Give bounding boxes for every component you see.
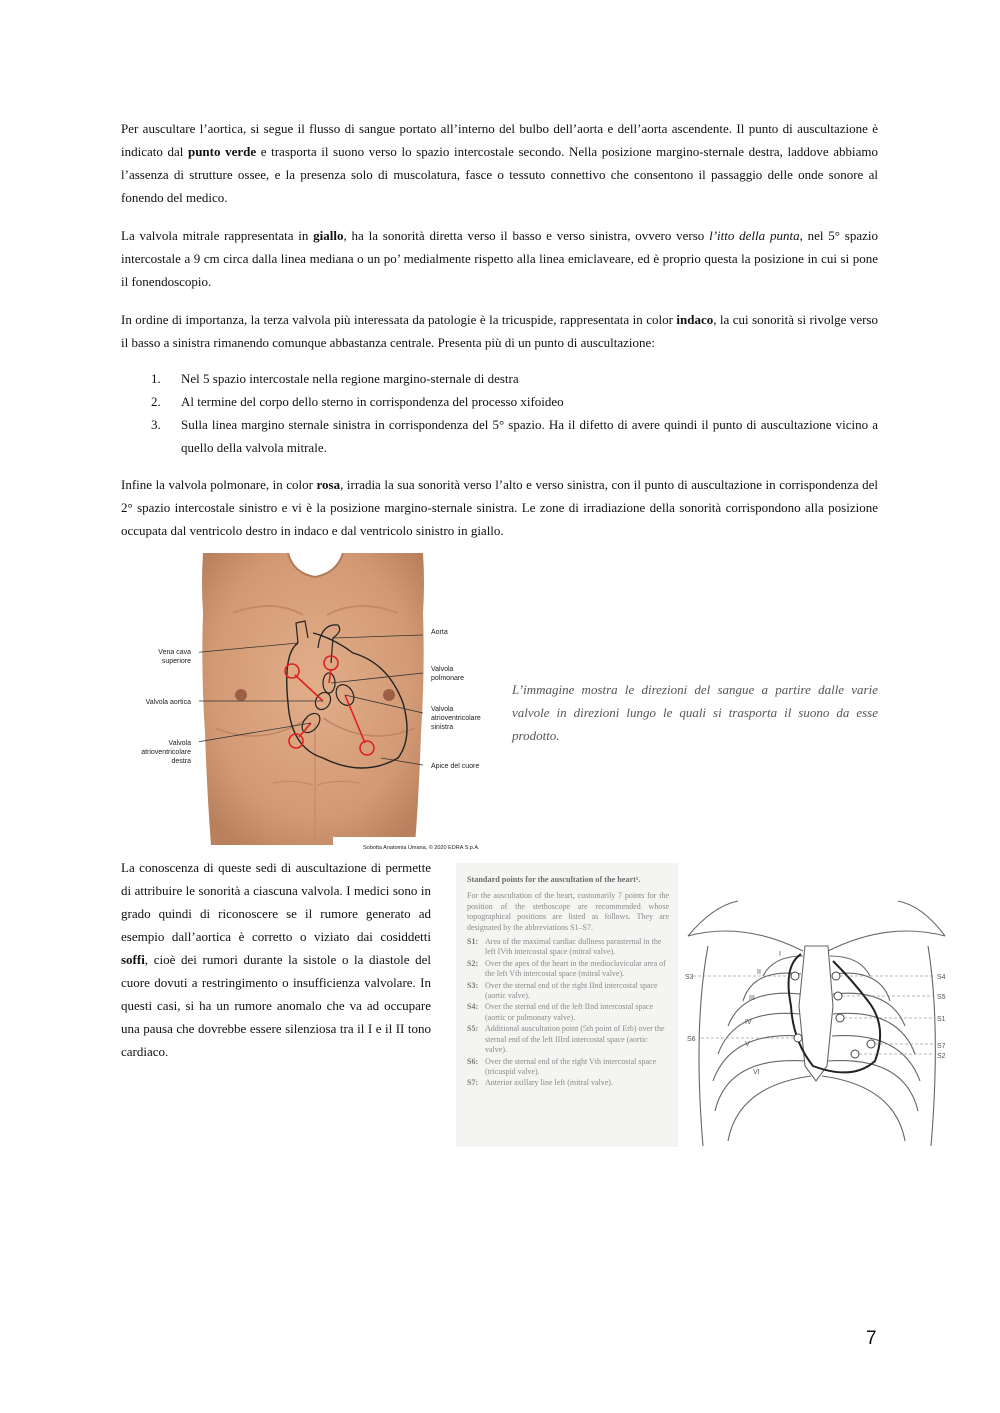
label-atrio-sinistra-3: sinistra xyxy=(431,724,454,731)
scan-point-label: S1: xyxy=(467,937,479,947)
scan-point-text: Additional auscultation point (5th point of Erb) over the sternal end of the left IIIrd intercostal space (aortic valve). xyxy=(485,1024,665,1055)
label-vena-cava-1: Vena cava xyxy=(158,649,191,656)
p4-bold: rosa xyxy=(316,477,341,492)
label-rib-v: V xyxy=(745,1041,750,1048)
paragraph-mitrale xyxy=(121,224,878,293)
label-apice: Apice del cuore xyxy=(431,763,480,770)
point-s4 xyxy=(832,972,840,980)
scan-point xyxy=(467,959,669,980)
p3-bold: indaco xyxy=(676,312,714,327)
point-s6 xyxy=(794,1034,802,1042)
p4-text-b: , irradia la sua sonorità verso l’alto e verso sinistra, con il punto di auscultazione in corrispondenza del 2° spazio intercostale sinistro e vi è la posizione margino-sternale sinistra. Le zone di irradiazione della sonorità corrispondono alla posizione occupata dal ventricolo destro in indaco e dal ventricolo sinistro in giallo. xyxy=(121,477,879,538)
p5-text-b: , cioè dei rumori durante la sistole o la diastole del cuore dovuti a restringimento o insufficienza valvolare. In questi casi, si ha un rumore anomalo che va ad occupare una pausa che dovrebbe essere silenziosa tra il I e il II tono cardiaco. xyxy=(121,952,431,1059)
rib-6-l xyxy=(828,1061,918,1111)
p2-text-a: La valvola mitrale rappresentata in xyxy=(121,228,314,243)
label-polmonare-2: polmonare xyxy=(431,675,465,682)
label-atrio-sinistra-1: Valvola xyxy=(431,706,454,713)
label-atrio-destra-1: Valvola xyxy=(168,740,191,747)
clavicle-left xyxy=(828,931,945,951)
label-s6: S6 xyxy=(687,1036,696,1043)
scan-point-text: Over the apex of the heart in the medioclavicular area of the left Vth intercostal space (mitral valve). xyxy=(485,958,666,979)
label-atrio-sinistra-2: atrioventricolare xyxy=(431,715,481,722)
label-s5: S5 xyxy=(937,994,946,1001)
paragraph-polmonare xyxy=(121,473,878,542)
p5-bold: soffi xyxy=(121,952,145,967)
label-polmonare-1: Valvola xyxy=(431,666,454,673)
point-s1 xyxy=(836,1014,844,1022)
figure-credit: Sobotta Anatomia Umana, © 2020 EDRA S.p.A. xyxy=(363,845,480,851)
point-s2 xyxy=(851,1050,859,1058)
point-s5 xyxy=(834,992,842,1000)
scan-intro: For the auscultation of the heart, customarily 7 points for the position of the stethoscope are recommended whose topographical positions are listed as follows. They are designated by the abbreviations S1–S7. xyxy=(467,891,669,932)
p3-text-a: In ordine di importanza, la terza valvola più interessata da patologie è la tricuspide, rappresentata in color xyxy=(121,312,677,327)
ribcage-diagram xyxy=(683,896,953,1148)
list-item-text: Al termine del corpo dello sterno in corrispondenza del processo xifoideo xyxy=(181,394,564,409)
p2-italic: l’itto della punta xyxy=(709,228,800,243)
label-s2: S2 xyxy=(937,1053,946,1060)
clavicle-right xyxy=(688,931,803,951)
p1-text-b: e trasporta il suono verso lo spazio intercostale secondo. Nella posizione margino-sternale destra, laddove abbiamo l’assenza di strutture ossee, e la presenza solo di muscolatura, fasce o tessuto connettivo che consentono il passaggio delle onde sonore al fonendo del medico. xyxy=(121,144,878,205)
paragraph-aortica xyxy=(121,117,878,209)
list-item-number: 1. xyxy=(151,371,161,386)
scan-point-text: Over the sternal end of the right Vth intercostal space (tricuspid valve). xyxy=(485,1056,657,1076)
rib-6-r xyxy=(715,1061,805,1111)
label-atrio-destra-3: destra xyxy=(171,758,191,765)
scan-heading: Standard points for the auscultation of the heart¹. xyxy=(467,875,641,884)
label-s7: S7 xyxy=(937,1043,946,1050)
scan-point-text: Area of the maximal cardiac dullness parasternal in the left IVth intercostal space (mitral valve). xyxy=(485,937,662,957)
scan-point xyxy=(467,1078,669,1088)
label-s4: S4 xyxy=(937,974,946,981)
label-vena-cava-2: superiore xyxy=(161,658,191,665)
label-rib-iv: IV xyxy=(745,1019,752,1026)
figure-caption: L’immagine mostra le direzioni del sangue a partire dalle varie valvole in direzioni lungo le quali si trasporta il suono da esse prodotto. xyxy=(512,682,878,743)
label-rib-vi: VI xyxy=(753,1069,760,1076)
page-number: 7 xyxy=(866,1328,877,1349)
list-item-number: 2. xyxy=(151,394,161,409)
list-item-number: 3. xyxy=(151,417,161,432)
scan-point xyxy=(467,1002,669,1023)
list-item xyxy=(121,390,878,413)
scan-point xyxy=(467,937,669,958)
scan-point-label: S4: xyxy=(467,1002,479,1012)
scan-point-label: S5: xyxy=(467,1024,479,1034)
label-s1: S1 xyxy=(937,1016,946,1023)
list-item xyxy=(121,413,878,459)
nipple-right xyxy=(235,689,247,701)
scan-point-label: S6: xyxy=(467,1056,479,1066)
auscultation-points-scan xyxy=(456,863,678,1147)
list-item-text: Sulla linea margino sternale sinistra in corrispondenza del 5° spazio. Ha il difetto di avere quindi il punto di auscultazione vicino a quello della valvola mitrale. xyxy=(181,417,878,455)
rib-7-l xyxy=(822,1076,905,1141)
p3-text-b: , la cui sonorità si rivolge verso il basso a sinistra rimanendo comunque abbastanza centrale. Presenta più di un punto di auscultazione: xyxy=(121,312,878,350)
scan-point xyxy=(467,1057,669,1078)
scan-point-text: Over the sternal end of the left IInd intercostal space (aortic or pulmonary valve). xyxy=(485,1002,654,1022)
label-rib-ii: II xyxy=(757,969,761,976)
scan-point-label: S2: xyxy=(467,958,479,968)
scan-point-text: Anterior axillary line left (mitral valve). xyxy=(485,1078,613,1088)
rib-4-l xyxy=(833,1013,915,1054)
label-atrio-destra-2: atrioventricolare xyxy=(141,749,191,756)
p2-text-b: , ha la sonorità diretta verso il basso e verso sinistra, ovvero verso xyxy=(343,228,710,243)
nipple-left xyxy=(383,689,395,701)
auscultation-points-list xyxy=(121,367,878,459)
label-s3: S3 xyxy=(685,974,694,981)
torso-heart-figure xyxy=(133,553,498,853)
scan-point-label: S3: xyxy=(467,980,479,990)
scan-point xyxy=(467,981,669,1002)
scan-point xyxy=(467,1024,669,1055)
label-valvola-aortica: Valvola aortica xyxy=(145,699,191,706)
rib-4-r xyxy=(718,1013,800,1054)
p5-text-a: La conoscenza di queste sedi di auscultazione di permette di attribuire le sonorità a ciascuna valvola. I medici sono in grado quindi di riconoscere se il rumore generato ad esempio dall’aortica è corretto o viziato dai cosiddetti xyxy=(121,860,431,944)
p2-bold: giallo xyxy=(313,228,344,243)
label-rib-i: I xyxy=(779,951,781,958)
list-item-text: Nel 5 spazio intercostale nella regione margino-sternale di destra xyxy=(181,371,519,386)
rib-7-r xyxy=(728,1076,811,1141)
rib-3-l xyxy=(833,993,905,1026)
paragraph-tricuspide xyxy=(121,308,878,354)
scan-point-text: Over the sternal end of the right IInd intercostal space (aortic valve). xyxy=(485,980,658,1001)
point-s3 xyxy=(791,972,799,980)
label-aorta: Aorta xyxy=(431,629,448,636)
p1-text-a: Per auscultare l’aortica, si segue il flusso di sangue portato all’interno del bulbo dell’aorta e dell’aorta ascendente. Il punto di auscultazione è indicato dal xyxy=(121,121,878,159)
list-item xyxy=(121,367,878,390)
paragraph-conoscenza xyxy=(121,856,431,1063)
p4-text-a: Infine la valvola polmonare, in color xyxy=(121,477,317,492)
p2-text-c: , nel 5° spazio intercostale a 9 cm circa dalla linea mediana o un po’ medialmente rispetto alla linea emiclaveare, ed è proprio questa la posizione in cui si pone il fonendoscopio. xyxy=(121,228,879,289)
point-s7 xyxy=(867,1040,875,1048)
p1-bold: punto verde xyxy=(187,144,257,159)
scan-point-label: S7: xyxy=(467,1078,479,1088)
label-rib-iii: III xyxy=(749,995,755,1002)
